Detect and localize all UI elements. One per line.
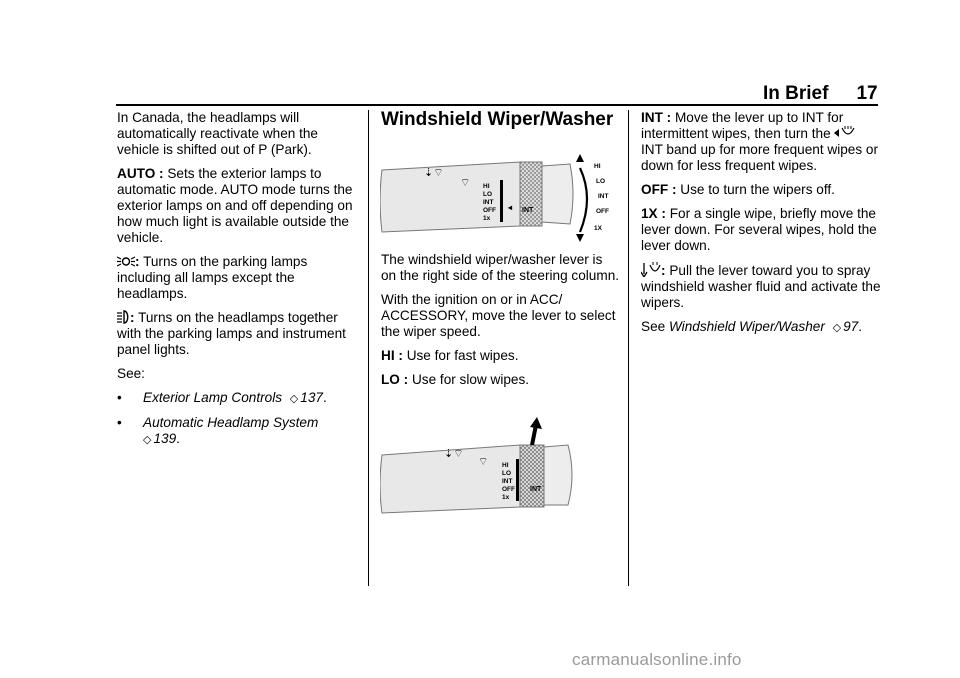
auto-paragraph bbox=[117, 166, 357, 246]
position-label: LO bbox=[596, 178, 606, 185]
link-windshield-wiper-washer[interactable]: Windshield Wiper/Washer bbox=[668, 319, 825, 334]
see-label: See: bbox=[117, 366, 145, 381]
stalk-label: INT bbox=[483, 199, 494, 206]
lo-text: Use for slow wipes. bbox=[411, 372, 530, 387]
auto-label: AUTO : bbox=[117, 166, 164, 181]
svg-text:◂: ◂ bbox=[508, 203, 513, 212]
int-band-icon bbox=[834, 126, 856, 140]
stalk-label: HI bbox=[502, 462, 509, 469]
lo-paragraph bbox=[381, 372, 621, 388]
section-heading: Windshield Wiper/Washer bbox=[381, 109, 614, 130]
parking-text: Turns on the parking lamps including all lamps except the headlamps. bbox=[117, 254, 308, 301]
off-text: Use to turn the wipers off. bbox=[680, 182, 835, 197]
off-paragraph bbox=[641, 182, 881, 198]
stalk-label: 1x bbox=[483, 215, 491, 222]
int-text: Move the lever up to INT for intermittent wipes, then turn the bbox=[641, 110, 844, 141]
off-label: OFF : bbox=[641, 182, 677, 197]
position-labels bbox=[594, 163, 609, 232]
onex-text: For a single wipe, briefly move the lever down. For several wipes, hold the lever down. bbox=[641, 206, 877, 253]
lever-location-paragraph: The windshield wiper/washer lever is on the right side of the steering column. bbox=[381, 252, 620, 283]
washer-icon: ⇣⌔ bbox=[424, 166, 444, 179]
page-ref[interactable]: 139 bbox=[153, 431, 177, 446]
section-title: In Brief bbox=[763, 83, 829, 104]
right-column bbox=[641, 110, 881, 344]
int-label: INT : bbox=[641, 110, 672, 125]
stalk-label: OFF bbox=[483, 207, 496, 214]
position-label: INT bbox=[598, 193, 609, 200]
watermark: carmanualsonline.info bbox=[572, 650, 742, 669]
int-band-label: INT bbox=[522, 207, 534, 214]
hi-text: Use for fast wipes. bbox=[406, 348, 519, 363]
header-rule bbox=[116, 104, 878, 106]
auto-text: Sets the exterior lamps to automatic mode. AUTO mode turns the exterior lamps on and off depending on how much light is available outside the vehicle. bbox=[117, 166, 353, 245]
link-exterior-lamp-controls[interactable]: Exterior Lamp Controls bbox=[143, 390, 283, 405]
middle-column bbox=[381, 252, 621, 396]
column-divider-left bbox=[368, 110, 369, 586]
int-text-cont: INT band up for more frequent wipes or down for less frequent wipes. bbox=[641, 142, 879, 173]
onex-label: 1X : bbox=[641, 206, 666, 221]
washer-icon: ⇣⌔ bbox=[444, 447, 464, 460]
page-ref-icon: ◇ bbox=[832, 322, 842, 334]
page-header bbox=[763, 83, 878, 105]
washer-icon bbox=[641, 262, 661, 277]
position-label: 1X bbox=[594, 225, 602, 232]
lo-label: LO : bbox=[381, 372, 409, 387]
wiper-lever-figure-2 bbox=[380, 415, 592, 515]
washer-text: Pull the lever toward you to spray windshield washer fluid and activate the wipers. bbox=[641, 263, 881, 310]
page-ref[interactable]: 137 bbox=[300, 390, 323, 405]
onex-paragraph bbox=[641, 206, 881, 254]
wiper-icon: ⌔ bbox=[460, 176, 471, 189]
list-item: • Automatic Headlamp System ◇ 139. bbox=[117, 415, 319, 446]
stalk-label: HI bbox=[483, 183, 490, 190]
stalk-label: INT bbox=[502, 478, 513, 485]
bullet: • bbox=[117, 415, 122, 430]
int-paragraph bbox=[641, 110, 881, 174]
washer-paragraph: : Pull the lever toward you to spray windshield washer fluid and activate the wipers. bbox=[641, 263, 881, 310]
list-item: • Exterior Lamp Controls ◇ 137. bbox=[117, 390, 327, 405]
parking-lamps-icon bbox=[117, 255, 135, 268]
stalk-label: LO bbox=[483, 191, 493, 198]
page-ref[interactable]: 97 bbox=[843, 319, 859, 334]
page-ref-icon: ◇ bbox=[143, 434, 152, 446]
ignition-paragraph: With the ignition on or in ACC/ ACCESSORY, move the lever to select the wiper speed. bbox=[381, 292, 616, 339]
canada-paragraph: In Canada, the headlamps will automatically reactivate when the vehicle is shifted out of P (Park). bbox=[117, 110, 318, 157]
see-also-paragraph: See Windshield Wiper/Washer ◇ 97. bbox=[641, 319, 863, 334]
headlamp-paragraph: : Turns on the headlamps together with the parking lamps and instrument panel lights. bbox=[117, 310, 346, 357]
page-ref-icon: ◇ bbox=[289, 393, 299, 405]
link-automatic-headlamp-system[interactable]: Automatic Headlamp System bbox=[143, 415, 319, 430]
stalk-label: LO bbox=[502, 470, 512, 477]
headlamp-text: Turns on the headlamps together with the parking lamps and instrument panel lights. bbox=[117, 310, 346, 357]
stalk-label: OFF bbox=[502, 486, 515, 493]
page-number: 17 bbox=[856, 83, 878, 104]
hi-paragraph bbox=[381, 348, 621, 364]
int-band-label: INT bbox=[530, 486, 542, 493]
position-label: HI bbox=[594, 163, 601, 170]
column-divider-right bbox=[628, 110, 629, 586]
stalk-label: 1x bbox=[502, 494, 510, 501]
position-label: OFF bbox=[596, 208, 609, 215]
wiper-icon: ⌔ bbox=[478, 455, 489, 468]
left-column bbox=[117, 110, 357, 448]
hi-label: HI : bbox=[381, 348, 403, 363]
parking-paragraph: : Turns on the parking lamps including all lamps except the headlamps. bbox=[117, 254, 308, 301]
wiper-lever-figure-1 bbox=[380, 150, 620, 242]
bullet: • bbox=[117, 390, 122, 405]
headlamp-icon bbox=[117, 310, 130, 324]
